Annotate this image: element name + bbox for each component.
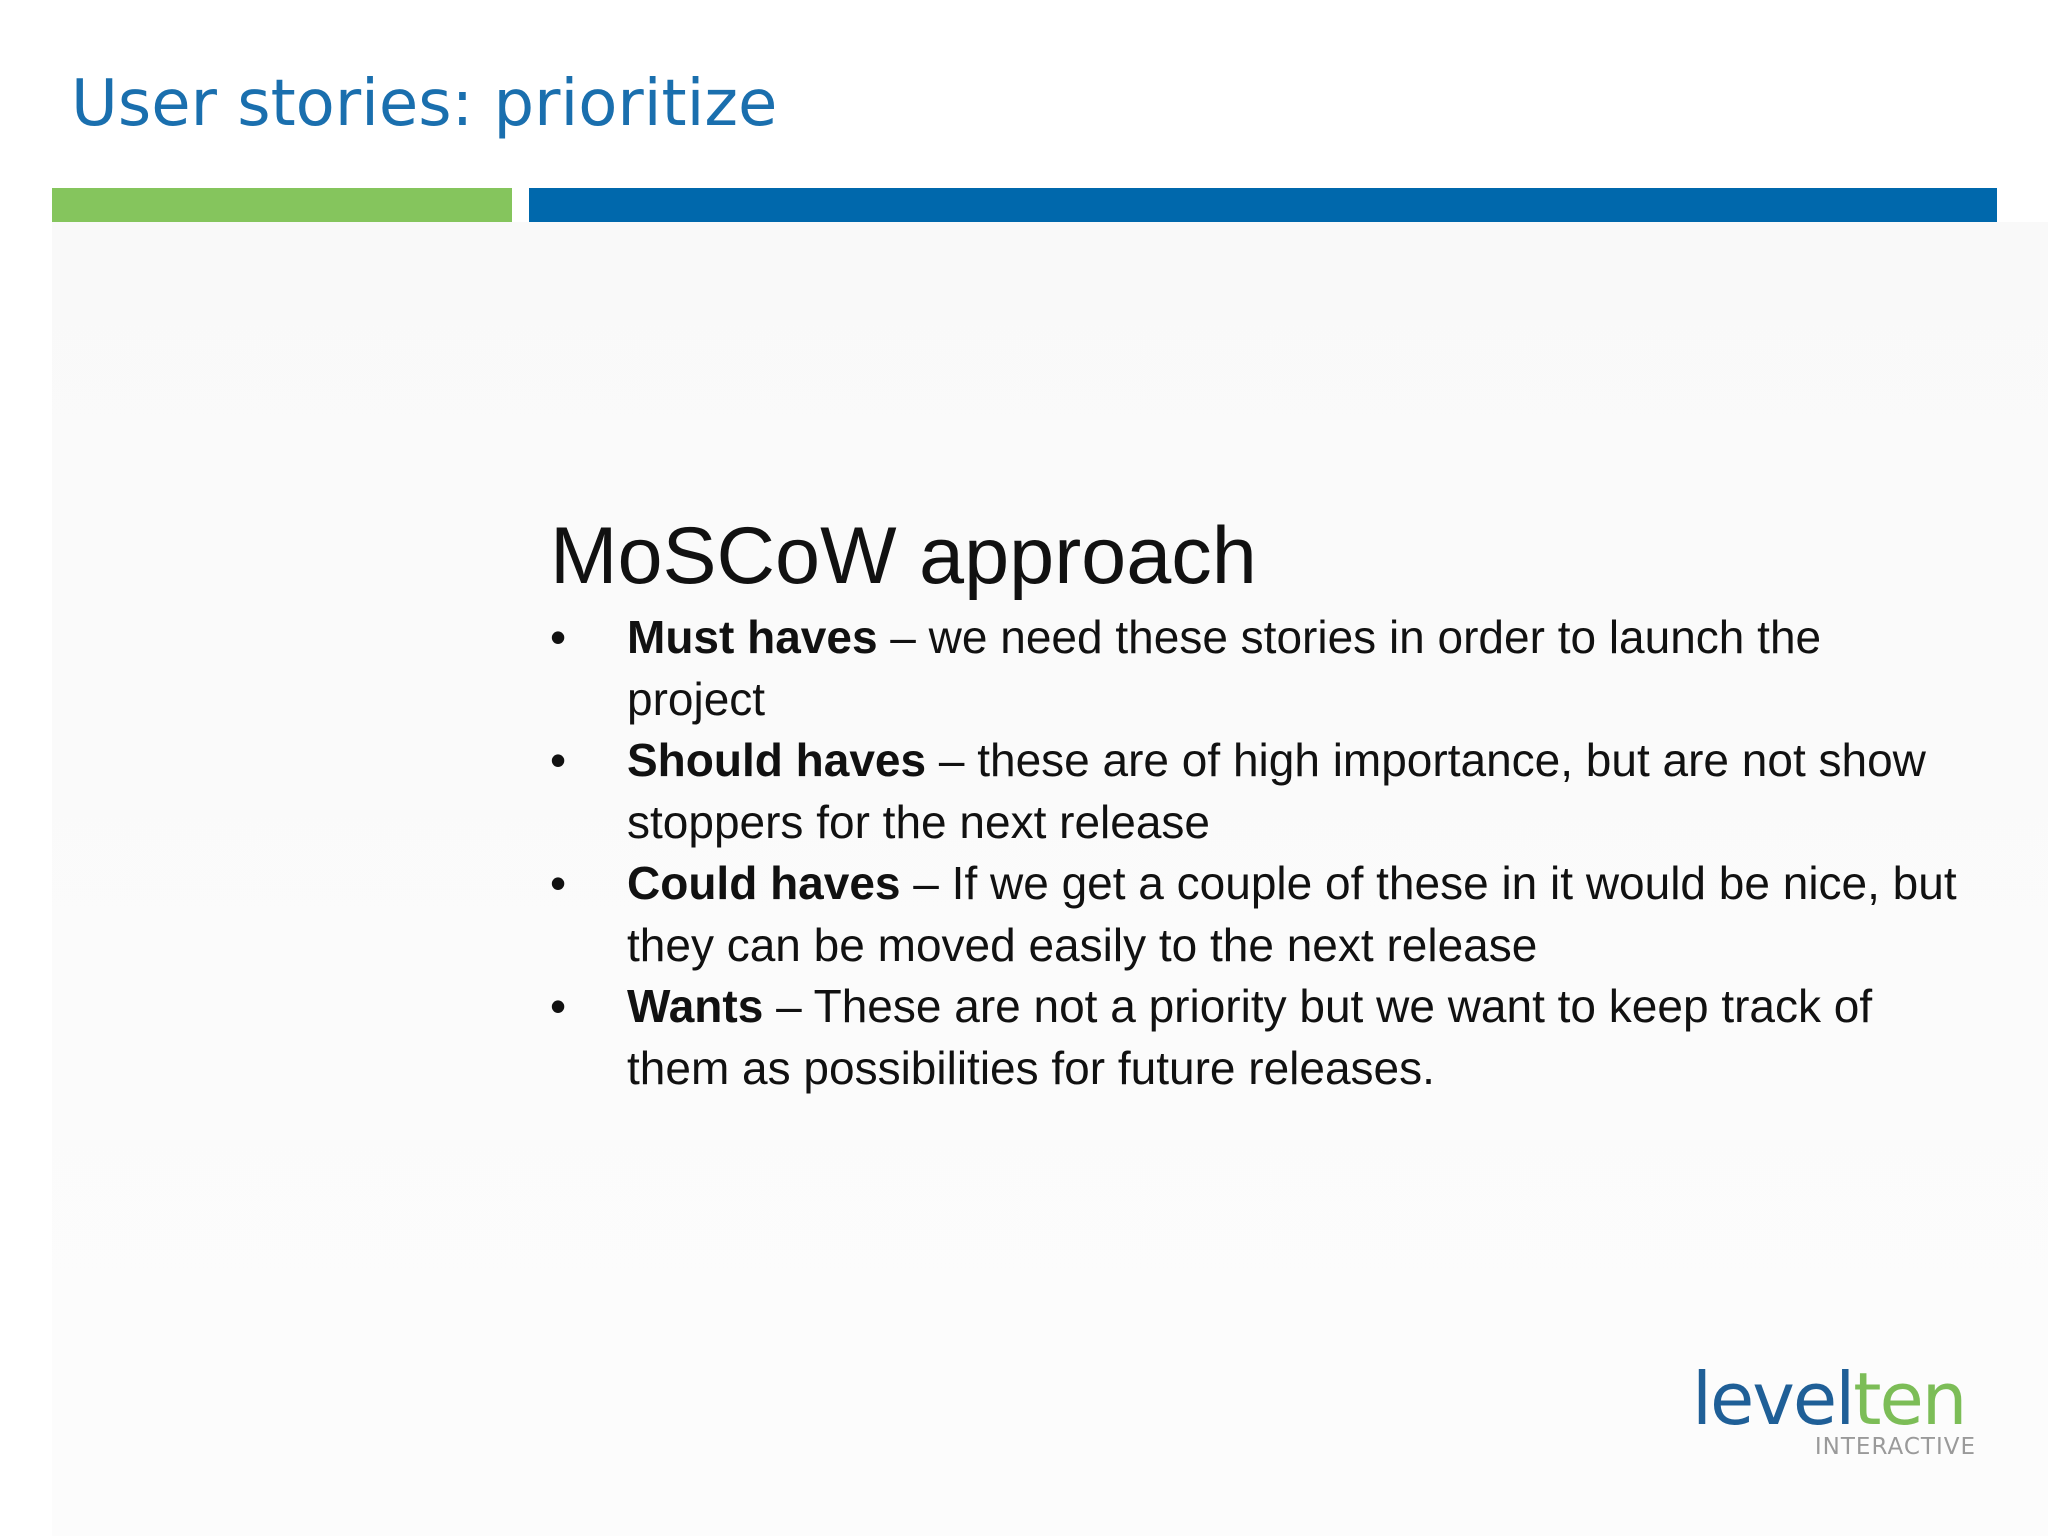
bullet-item-wants bbox=[550, 976, 1970, 1099]
title-rule-green bbox=[52, 188, 512, 222]
logo-word-ten: ten bbox=[1853, 1362, 1966, 1441]
slide-subheading: MoSCoW approach bbox=[550, 511, 1257, 601]
bullet-description: – these are of high importance, but are not show stoppers for the next release bbox=[627, 734, 1926, 848]
bullet-term: Wants bbox=[627, 980, 764, 1032]
levelten-logo bbox=[1692, 1362, 1982, 1462]
bullet-description: – These are not a priority but we want to keep track of them as possibilities for future releases. bbox=[627, 980, 1873, 1094]
title-rule-blue bbox=[529, 188, 1997, 222]
logo-tagline: INTERACTIVE bbox=[1814, 1434, 1976, 1460]
bullet-item-should-haves bbox=[550, 730, 1970, 853]
levelten-logo-mark bbox=[1692, 1362, 1982, 1462]
bullet-glyph: • bbox=[550, 611, 567, 663]
slide-body bbox=[550, 505, 1970, 1099]
bullet-glyph: • bbox=[550, 857, 567, 909]
slide-title: User stories: prioritize bbox=[71, 67, 778, 141]
bullet-list bbox=[550, 607, 1970, 1099]
bullet-term: Must haves bbox=[627, 611, 878, 663]
bullet-term: Should haves bbox=[627, 734, 927, 786]
bullet-description: – If we get a couple of these in it would be nice, but they can be moved easily to the next release bbox=[627, 857, 1957, 971]
bullet-item-must-haves bbox=[550, 607, 1970, 730]
bullet-description: – we need these stories in order to launch the project bbox=[627, 611, 1822, 725]
bullet-glyph: • bbox=[550, 734, 567, 786]
bullet-glyph: • bbox=[550, 980, 567, 1032]
svg-text:levelten bbox=[1692, 1362, 1965, 1441]
bullet-term: Could haves bbox=[627, 857, 901, 909]
logo-word-level: level bbox=[1692, 1362, 1854, 1441]
bullet-item-could-haves bbox=[550, 853, 1970, 976]
